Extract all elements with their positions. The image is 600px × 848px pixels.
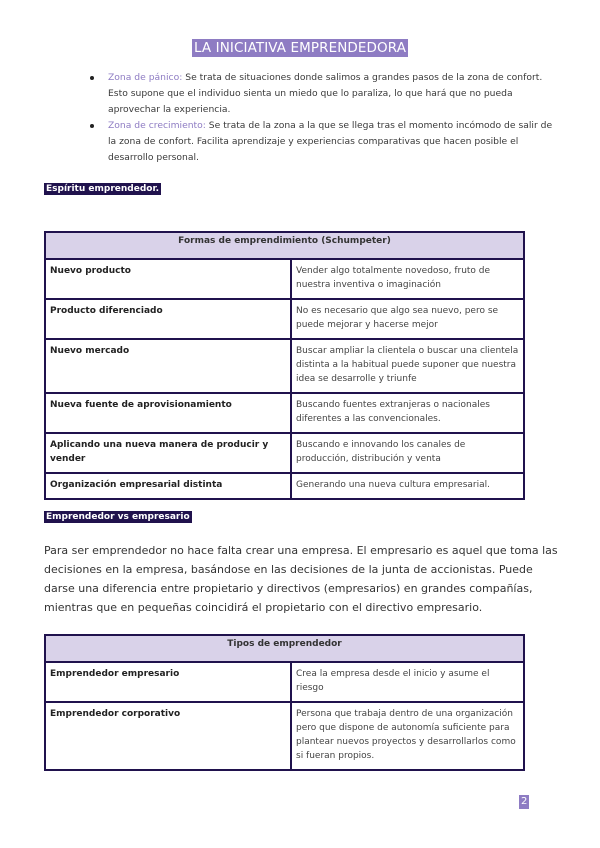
list-item (88, 118, 558, 166)
row-key: Nuevo producto (45, 259, 291, 299)
section-heading-emprendedor-vs-empresario: Emprendedor vs empresario (46, 512, 190, 522)
table-header: Tipos de emprendedor (45, 635, 524, 662)
row-value: Buscando e innovando los canales de producción, distribución y venta (291, 433, 524, 473)
row-value: No es necesario que algo sea nuevo, pero se puede mejorar y hacerse mejor (291, 299, 524, 339)
row-key: Organización empresarial distinta (45, 473, 291, 499)
page-title: LA INICIATIVA EMPRENDEDORA (193, 40, 407, 56)
entrepreneur-types-table (44, 634, 525, 771)
table-row (45, 299, 524, 339)
term-description: Se trata de situaciones donde salimos a grandes pasos de la zona de confort. Esto supone que el individuo sienta un miedo que lo paraliza, lo que hará que no pueda aprovechar la experiencia. (108, 72, 543, 115)
bullet-icon (90, 124, 94, 128)
term-label: Zona de crecimiento: (108, 120, 206, 131)
table-row (45, 702, 524, 770)
row-key: Aplicando una nueva manera de producir y vender (45, 433, 291, 473)
row-key: Nueva fuente de aprovisionamiento (45, 393, 291, 433)
page-number: 2 (521, 796, 528, 807)
section-heading-espiritu: Espíritu emprendedor. (46, 184, 160, 194)
row-value: Buscando fuentes extranjeras o nacionales diferentes a las convencionales. (291, 393, 524, 433)
row-value: Buscar ampliar la clientela o buscar una clientela distinta a la habitual puede suponer que nuestra idea se desarrolle y triunfe (291, 339, 524, 393)
forms-of-entrepreneurship-table (44, 231, 525, 500)
table-row (45, 393, 524, 433)
row-key: Emprendedor corporativo (45, 702, 291, 770)
term-description: Se trata de la zona a la que se llega tras el momento incómodo de salir de la zona de confort. Facilita aprendizaje y experiencias comparativas que hacen posible el desarrollo personal. (108, 120, 553, 163)
list-item (88, 70, 558, 118)
row-value: Vender algo totalmente novedoso, fruto de nuestra inventiva o imaginación (291, 259, 524, 299)
row-key: Producto diferenciado (45, 299, 291, 339)
title-wrapper (0, 37, 600, 57)
table-header: Formas de emprendimiento (Schumpeter) (45, 232, 524, 259)
row-key: Emprendedor empresario (45, 662, 291, 702)
row-value: Generando una nueva cultura empresarial. (291, 473, 524, 499)
row-value: Crea la empresa desde el inicio y asume el riesgo (291, 662, 524, 702)
row-key: Nuevo mercado (45, 339, 291, 393)
row-value: Persona que trabaja dentro de una organización pero que dispone de autonomía suficiente para plantear nuevos proyectos y desarrollarlos como si fueran propios. (291, 702, 524, 770)
bullet-icon (90, 76, 94, 80)
table-row (45, 433, 524, 473)
table-row (45, 473, 524, 499)
body-paragraph: Para ser emprendedor no hace falta crear una empresa. El empresario es aquel que toma las decisiones en la empresa, basándose en las decisiones de la junta de accionistas. Puede darse una diferencia entre propietario y directivos (empresarios) en grandes compañías, mientras que en pequeñas coincidirá el propietario con el directivo empresario. (44, 544, 558, 614)
term-label: Zona de pánico: (108, 72, 183, 83)
table-row (45, 259, 524, 299)
zone-bullet-list (88, 70, 558, 166)
table-row (45, 339, 524, 393)
table-row (45, 662, 524, 702)
